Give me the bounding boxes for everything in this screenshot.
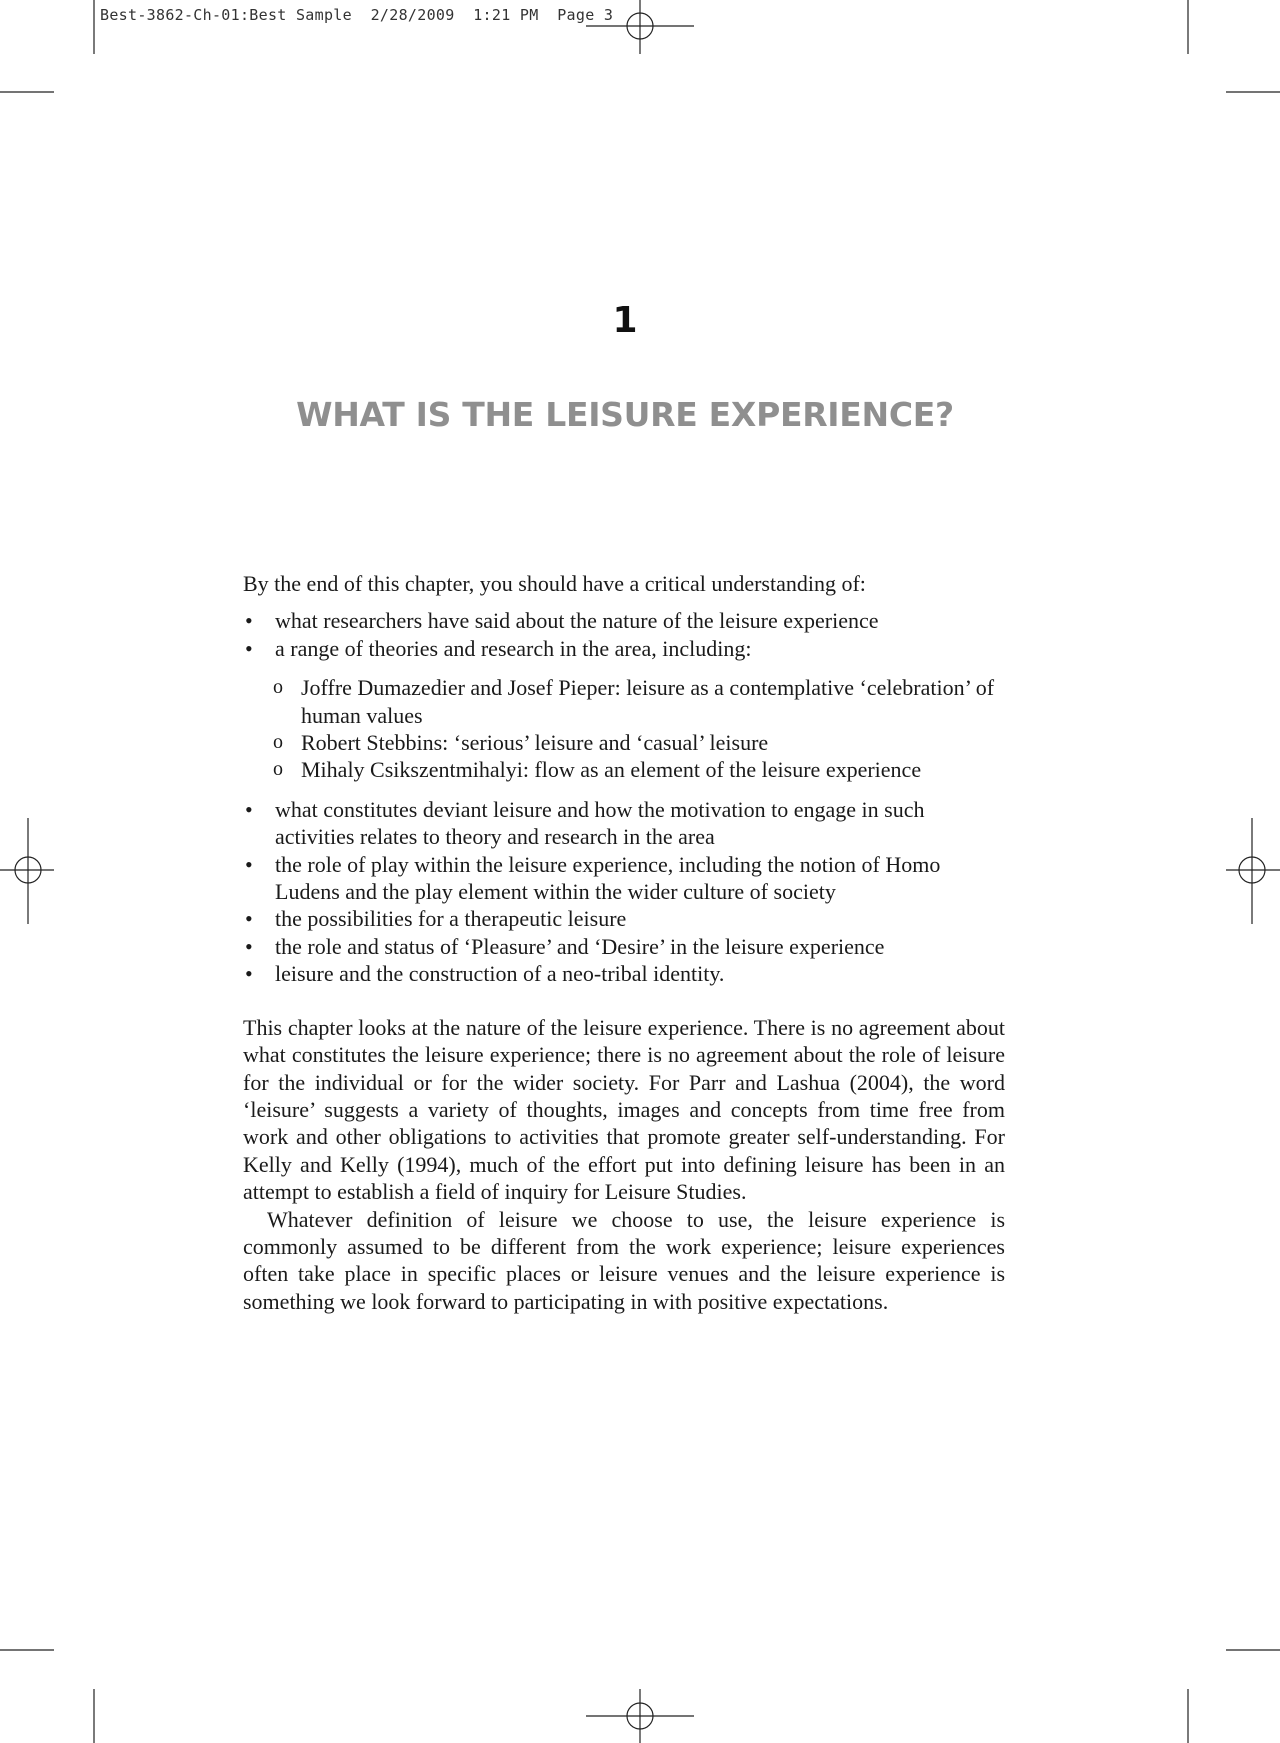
list-item: • what researchers have said about the nature of the leisure experience <box>243 607 1005 634</box>
chapter-content <box>243 570 1005 1315</box>
list-item: o Joffre Dumazedier and Josef Pieper: leisure as a contemplative ‘celebration’ of human values <box>273 674 1005 729</box>
objectives-list-bottom <box>243 796 1005 988</box>
chapter-title: WHAT IS THE LEISURE EXPERIENCE? <box>296 395 954 434</box>
list-item: o Robert Stebbins: ‘serious’ leisure and ‘casual’ leisure <box>273 729 1005 756</box>
list-item: • the possibilities for a therapeutic leisure <box>243 905 1005 932</box>
chapter-number: 1 <box>612 300 638 341</box>
body-paragraph-2: Whatever definition of leisure we choose to use, the leisure experience is commonly assumed to be different from the work experience; leisure experiences often take place in specific places or leisure venues and the leisure experience is something we look forward to participating in with positive expectations. <box>243 1206 1005 1314</box>
list-item: • leisure and the construction of a neo-tribal identity. <box>243 960 1005 987</box>
list-item: o Mihaly Csikszentmihalyi: flow as an element of the leisure experience <box>273 756 1005 783</box>
theories-sublist <box>273 674 1005 784</box>
list-item: • the role and status of ‘Pleasure’ and ‘Desire’ in the leisure experience <box>243 933 1005 960</box>
list-item: • a range of theories and research in the area, including: <box>243 635 1005 662</box>
body-paragraph-1: This chapter looks at the nature of the leisure experience. There is no agreement about what constitutes the leisure experience; there is no agreement about the role of leisure for the individual or for the wider society. For Parr and Lashua (2004), the word ‘leisure’ suggests a variety of thoughts, images and concepts from time free from work and other obligations to activities that promote greater self-understanding. For Kelly and Kelly (1994), much of the effort put into defining leisure has been in an attempt to establish a field of inquiry for Leisure Studies. <box>243 1014 1005 1205</box>
list-item: • what constitutes deviant leisure and how the motivation to engage in such activities relates to theory and research in the area <box>243 796 1005 851</box>
printer-slug: Best-3862-Ch-01:Best Sample 2/28/2009 1:21 PM Page 3 <box>100 6 614 24</box>
objectives-list-top <box>243 607 1005 662</box>
list-item: • the role of play within the leisure experience, including the notion of Homo Ludens and the play element within the wider culture of society <box>243 851 1005 906</box>
objectives-intro: By the end of this chapter, you should have a critical understanding of: <box>243 571 866 596</box>
